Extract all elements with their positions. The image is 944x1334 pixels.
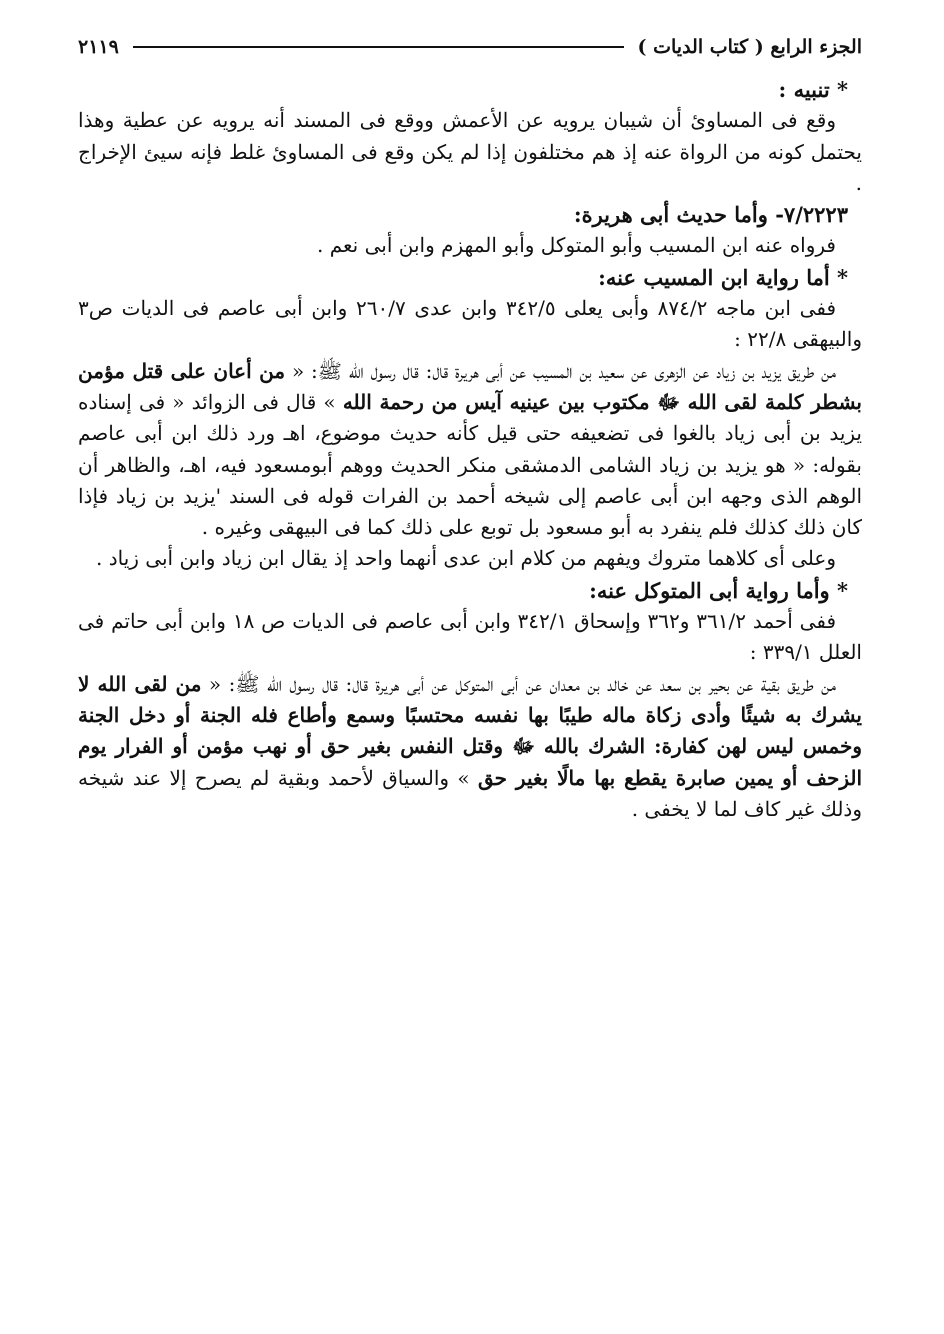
citation-paragraph: ففى أحمد ٣٦١/٢ و٣٦٢ وإسحاق ٣٤٢/١ وابن أبى عاصم فى الديات ص ١٨ وابن أبى حاتم فى العلل ٣٣٩/١ :: [78, 609, 862, 665]
hadith-text: من أعان على قتل مؤمن بشطر كلمة لقى الله ﷻ مكتوب بين عينيه آيس من رحمة الله: [78, 358, 862, 414]
narration-text: من طريق بقية عن بحير بن سعد عن خالد بن معدان عن أبى المتوكل عن أبى هريرة قال: قال رسول الله ﷺ: «: [208, 671, 836, 696]
header-rule: [133, 46, 624, 48]
paragraph: [78, 356, 862, 544]
hadith-text: من لقى الله لا يشرك به شيئًا وأدى زكاة ماله طيبًا بها نفسه محتسبًا وسمع وأطاع فله الجنة أو دخل الجنة وخمس ليس لهن كفارة: الشرك بالله ﷻ وقتل النفس بغير حق أو نهب مؤمن أو الفرار يوم الزحف أو يمين صابرة يقطع بها مالًا بغير حق: [78, 671, 863, 790]
page-number: ٢١١٩: [78, 36, 119, 58]
document-page: [78, 30, 862, 1320]
commentary-text: » قال فى الزوائد « فى إسناده يزيد بن أبى زياد بالغوا فى تضعيفه حتى قيل كأنه حديث موضوع، اهـ ورد ذلك ابن أبى عاصم بقوله: « هو يزيد بن زياد الشامى الدمشقى منكر الحديث ووهم أبومسعود فيه، اهـ، والظاهر أن الوهم الذى وجهه ابن أبى عاصم إلى شيخه أحمد بن الفرات قوله فى السند 'يزيد بن زياد فإذا كان ذلك كذلك فلم ينفرد به أبو مسعود بل توبع على ذلك كما فى البيهقى وغيره .: [78, 389, 862, 540]
note-heading: * تنبيه :: [778, 77, 848, 102]
paragraph: وقع فى المساوئ أن شيبان يرويه عن الأعمش ووقع فى المسند أنه يرويه عن عطية وهذا يحتمل كونه من الرواة عنه إذ هم مختلفون إذا لم يكن وقع فى المساوئ غلط فإنه سيئ الإخراج .: [78, 108, 863, 195]
commentary-text: » والسياق لأحمد وبقية لم يصرح إلا عند شيخه وذلك غير كاف لما لا يخفى .: [78, 765, 862, 821]
citation-paragraph: ففى ابن ماجه ٨٧٤/٢ وأبى يعلى ٣٤٢/٥ وابن عدى ٢٦٠/٧ وابن أبى عاصم فى الديات ص٣ والبيهقى ٢٢/٨ :: [78, 296, 862, 352]
paragraph: [78, 669, 862, 825]
running-header: [78, 30, 862, 64]
paragraph: وعلى أى كلاهما متروك ويفهم من كلام ابن عدى أنهما واحد إذ يقال ابن زياد وابن أبى زياد .: [96, 546, 836, 571]
paragraph: فرواه عنه ابن المسيب وأبو المتوكل وأبو المهزم وابن أبى نعم .: [317, 233, 836, 258]
section-heading: * وأما رواية أبى المتوكل عنه:: [589, 577, 848, 603]
section-heading: * أما رواية ابن المسيب عنه:: [598, 264, 848, 290]
page-body: [78, 74, 862, 825]
narration-text: من طريق يزيد بن زياد عن الزهرى عن سعيد بن المسيب عن أبى هريرة قال: قال رسول الله ﷺ: «: [291, 358, 836, 383]
hadith-heading: ٧/٢٢٢٣- وأما حديث أبى هريرة:: [573, 202, 848, 228]
header-title: الجزء الرابع ( كتاب الديات ): [637, 36, 862, 58]
